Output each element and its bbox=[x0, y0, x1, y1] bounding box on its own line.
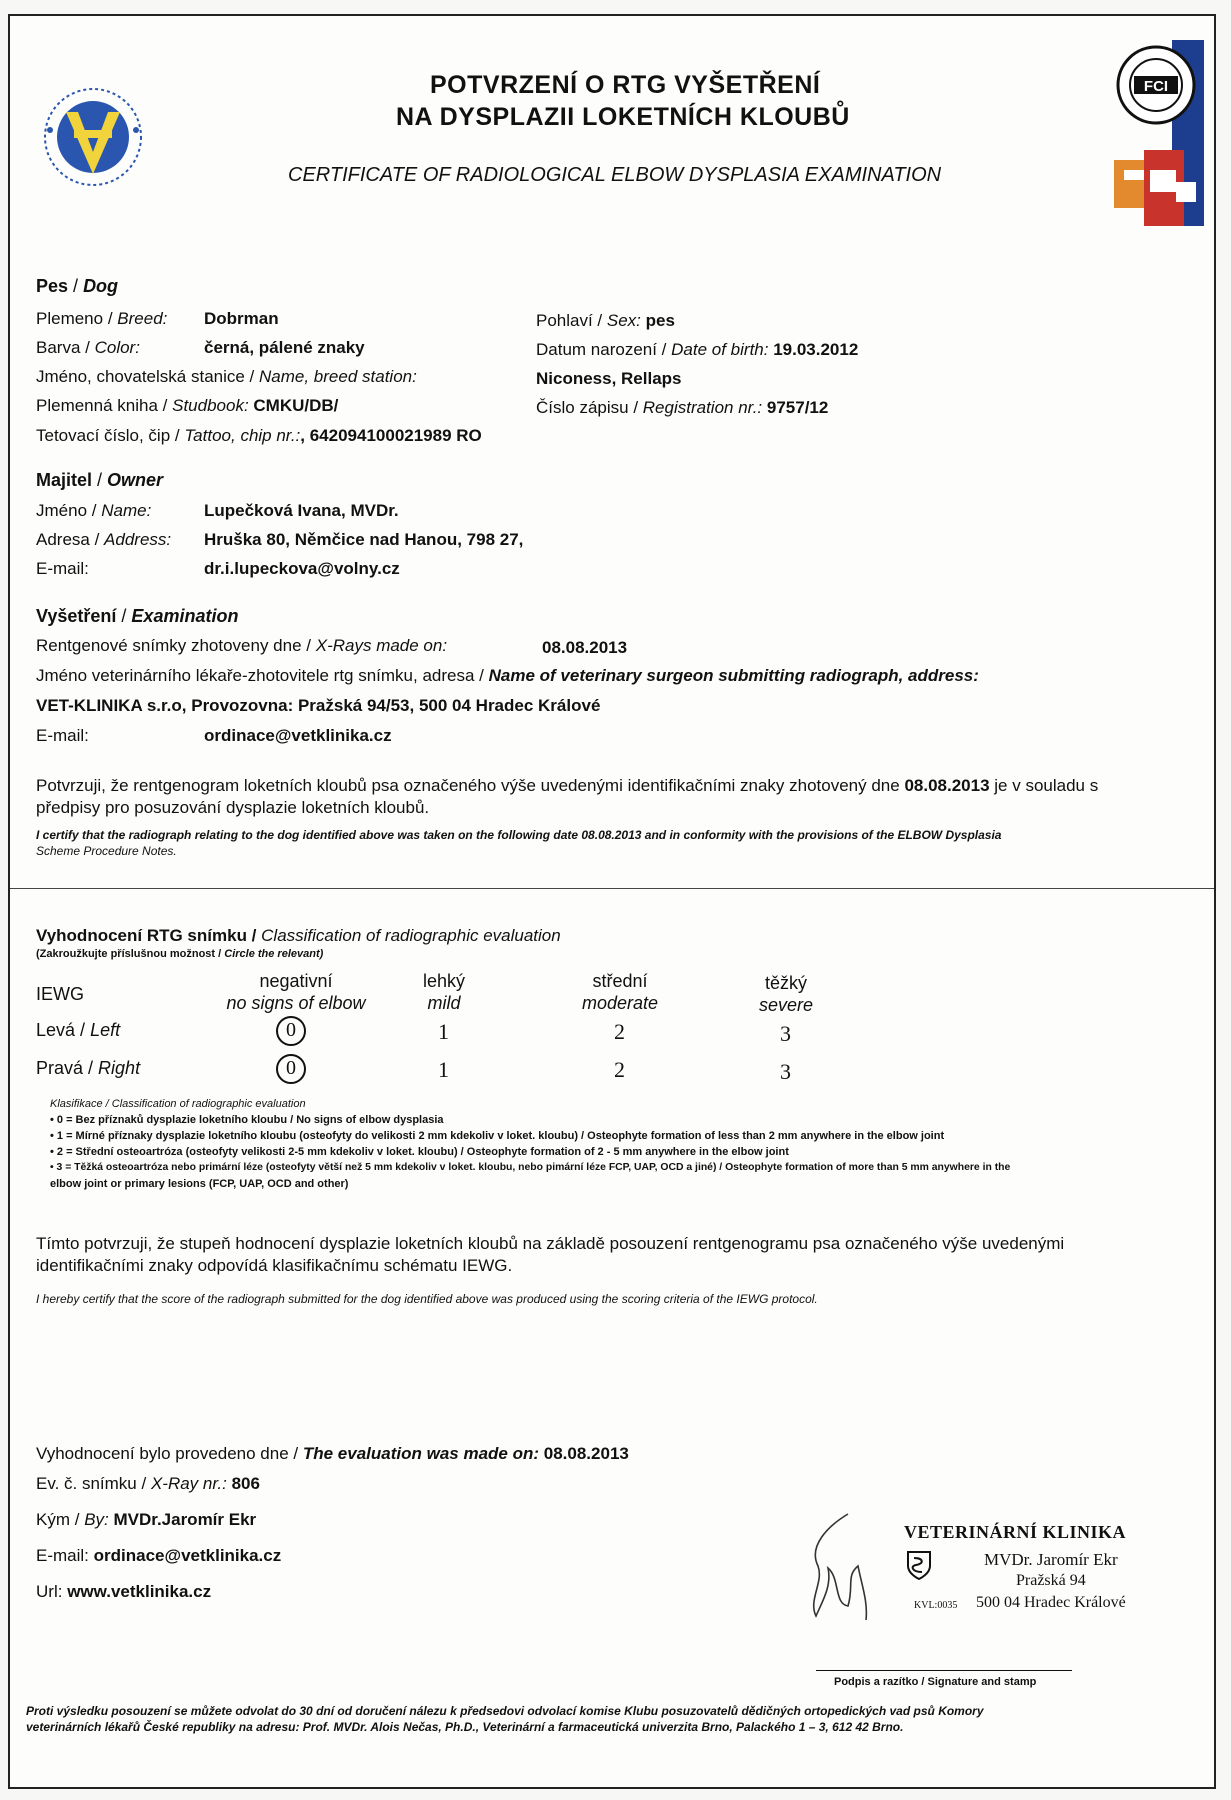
eval-note: (Zakroužkujte příslušnou možnost / Circle the relevant) bbox=[36, 948, 324, 960]
breed-value: Dobrman bbox=[204, 309, 279, 328]
xray-date-label: Rentgenové snímky zhotoveny dne / X-Rays made on: bbox=[36, 636, 448, 655]
dog-section-title: Pes / Dog bbox=[36, 276, 119, 296]
appeal-line-1: Proti výsledku posouzení se můžete odvolat do 30 dní od doručení nálezu k předsedovi odvolací komise Klubu posuzovatelů dědičných ortopedických vad psů Komory bbox=[26, 1704, 984, 1718]
xray-nr-field: Ev. č. snímku / X-Ray nr.: 806 bbox=[36, 1474, 260, 1493]
legend-1: • 1 = Mírné příznaky dysplazie loketního kloubu (osteofyty do velikosti 2 mm kdekoliv v loket. kloubu) / Osteophyte formation of less than 2 mm anywhere in the elbow joint bbox=[50, 1130, 945, 1142]
association-logo bbox=[38, 82, 148, 192]
name-value: Niconess, Rellaps bbox=[536, 369, 682, 388]
legend-2: • 2 = Střední osteoartróza (osteofyty velikosti 2-5 mm kdekoliv v loket. kloubu) / Osteophyte formation of 2 - 5 mm anywhere in the elbow joint bbox=[50, 1146, 789, 1158]
vet-email-value: ordinace@vetklinika.cz bbox=[204, 726, 392, 745]
by-field: Kým / By: MVDr.Jaromír Ekr bbox=[36, 1510, 257, 1529]
owner-name-label: Jméno / Name: bbox=[36, 501, 152, 520]
owner-email-value: dr.i.lupeckova@volny.cz bbox=[204, 559, 400, 578]
left-grade-1[interactable]: 1 bbox=[438, 1019, 449, 1044]
certify-cz-line1: Tímto potvrzuji, že stupeň hodnocení dysplazie loketních kloubů na základě posouzení rentgenogramu psa označeného výše uvedenými bbox=[36, 1234, 1065, 1253]
col-negative-en: no signs of elbow bbox=[226, 993, 366, 1013]
title-line-1: POTVRZENÍ O RTG VYŠETŘENÍ bbox=[430, 71, 821, 99]
signature-label: Podpis a razítko / Signature and stamp bbox=[834, 1676, 1037, 1688]
owner-name-value: Lupečková Ivana, MVDr. bbox=[204, 501, 399, 520]
color-label: Barva / Color: bbox=[36, 338, 140, 357]
eval-date-field: Vyhodnocení bylo provedeno dne / The evaluation was made on: 08.08.2013 bbox=[36, 1444, 629, 1463]
col-severe-cz: těžký bbox=[764, 973, 807, 993]
confirm-cz-line1: Potvrzuji, že rentgenogram loketních kloubů psa označeného výše uvedenými identifikačními znaky zhotovený dne 08.08.2013 je v souladu s bbox=[36, 776, 1099, 795]
xray-date-value: 08.08.2013 bbox=[542, 638, 628, 657]
fci-logo bbox=[1114, 40, 1204, 130]
right-grade-1[interactable]: 1 bbox=[438, 1057, 449, 1082]
name-label: Jméno, chovatelská stanice / Name, breed station: bbox=[36, 367, 417, 386]
cmku-logo bbox=[1114, 130, 1204, 226]
right-row-label: Pravá / Right bbox=[36, 1058, 141, 1078]
confirm-en-line2: Scheme Procedure Notes. bbox=[36, 844, 177, 858]
sex-field: Pohlaví / Sex: pes bbox=[536, 311, 675, 330]
section-divider bbox=[10, 888, 1214, 889]
col-severe-header bbox=[736, 972, 836, 1016]
left-grade-0-circle[interactable]: 0 bbox=[276, 1016, 306, 1046]
footer-email-field: E-mail: ordinace@vetklinika.cz bbox=[36, 1546, 282, 1565]
stamp-street: Pražská 94 bbox=[1016, 1572, 1086, 1589]
owner-address-value: Hruška 80, Němčice nad Hanou, 798 27, bbox=[204, 530, 524, 549]
confirm-en-line1: I certify that the radiograph relating to the dog identified above was taken on the following date 08.08.2013 and in conformity with the provisions of the ELBOW Dysplasia bbox=[36, 828, 1002, 842]
stamp-city: 500 04 Hradec Králové bbox=[976, 1594, 1126, 1611]
col-moderate-en: moderate bbox=[581, 993, 659, 1013]
vet-email-label: E-mail: bbox=[36, 726, 89, 745]
col-mild-header bbox=[404, 970, 484, 1014]
legend-title: Klasifikace / Classification of radiographic evaluation bbox=[50, 1098, 306, 1110]
stamp-kvl: KVL:0035 bbox=[914, 1600, 958, 1611]
right-grade-3[interactable]: 3 bbox=[780, 1059, 791, 1084]
vet-label: Jméno veterinárního lékaře-zhotovitele rtg snímku, adresa / Name of veterinary surgeon submitting radiograph, address: bbox=[36, 666, 979, 685]
col-moderate-header bbox=[560, 970, 680, 1014]
right-grade-0-circle[interactable]: 0 bbox=[276, 1054, 306, 1084]
stamp-doctor: MVDr. Jaromír Ekr bbox=[984, 1550, 1118, 1569]
studbook-field: Plemenná kniha / Studbook: CMKU/DB/ bbox=[36, 396, 339, 415]
legend-3b: elbow joint or primary lesions (FCP, UAP, OCD and other) bbox=[50, 1178, 349, 1190]
signature-line bbox=[816, 1670, 1072, 1671]
fci-label: FCI bbox=[1143, 78, 1169, 95]
col-severe-en: severe bbox=[758, 995, 814, 1015]
certify-en: I hereby certify that the score of the radiograph submitted for the dog identified above was produced using the scoring criteria of the IEWG protocol. bbox=[36, 1292, 818, 1306]
col-moderate-cz: střední bbox=[592, 971, 648, 991]
eval-section-title: Vyhodnocení RTG snímku / Classification of radiographic evaluation bbox=[36, 926, 561, 945]
vet-value: VET-KLINIKA s.r.o, Provozovna: Pražská 94/53, 500 04 Hradec Králové bbox=[36, 696, 601, 715]
appeal-line-2: veterinárních lékařů České republiky na adresu: Prof. MVDr. Alois Nečas, Ph.D., Veterinární a farmaceutická univerzita Brno, Palackého 1 – 3, 612 42 Brno. bbox=[26, 1720, 904, 1734]
stamp-emblem-icon bbox=[906, 1550, 932, 1580]
col-mild-cz: lehký bbox=[422, 971, 466, 991]
stamp-title: VETERINÁRNÍ KLINIKA bbox=[904, 1522, 1127, 1542]
subtitle: CERTIFICATE OF RADIOLOGICAL ELBOW DYSPLASIA EXAMINATION bbox=[288, 164, 942, 186]
certificate-page bbox=[8, 14, 1216, 1789]
signature bbox=[788, 1506, 878, 1626]
right-grade-2[interactable]: 2 bbox=[614, 1057, 625, 1082]
legend-3: • 3 = Těžká osteoartróza nebo primární léze (osteofyty větší než 5 mm kdekoliv v loket. kloubu, nebo pimární léze FCP, UAP, OCD a jiné) / Osteophyte formation of more than 5 mm anywhere in the bbox=[50, 1162, 1011, 1173]
col-mild-en: mild bbox=[427, 993, 461, 1013]
owner-email-label: E-mail: bbox=[36, 559, 89, 578]
confirm-cz-line2: předpisy pro posuzování dysplazie loketních kloubů. bbox=[36, 798, 430, 817]
title-line-2: NA DYSPLAZII LOKETNÍCH KLOUBŮ bbox=[396, 103, 850, 131]
col-negative-header bbox=[196, 970, 396, 1014]
exam-section-title: Vyšetření / Examination bbox=[36, 606, 239, 626]
iewg-label: IEWG bbox=[36, 984, 84, 1004]
left-grade-2[interactable]: 2 bbox=[614, 1019, 625, 1044]
legend-0: • 0 = Bez příznaků dysplazie loketního kloubu / No signs of elbow dysplasia bbox=[50, 1114, 444, 1126]
url-field: Url: www.vetklinika.cz bbox=[36, 1582, 212, 1601]
left-row-label: Levá / Left bbox=[36, 1020, 121, 1040]
tattoo-field: Tetovací číslo, čip / Tattoo, chip nr.:, 642094100021989 RO bbox=[36, 426, 482, 445]
owner-section-title: Majitel / Owner bbox=[36, 470, 164, 490]
left-grade-3[interactable]: 3 bbox=[780, 1021, 791, 1046]
registration-field: Číslo zápisu / Registration nr.: 9757/12 bbox=[536, 398, 829, 417]
dob-field: Datum narození / Date of birth: 19.03.2012 bbox=[536, 340, 859, 359]
owner-address-label: Adresa / Address: bbox=[36, 530, 172, 549]
color-value: černá, pálené znaky bbox=[204, 338, 365, 357]
certify-cz-line2: identifikačními znaky odpovídá klasifikačnímu schématu IEWG. bbox=[36, 1256, 513, 1275]
breed-label: Plemeno / Breed: bbox=[36, 309, 168, 328]
col-negative-cz: negativní bbox=[259, 971, 333, 991]
